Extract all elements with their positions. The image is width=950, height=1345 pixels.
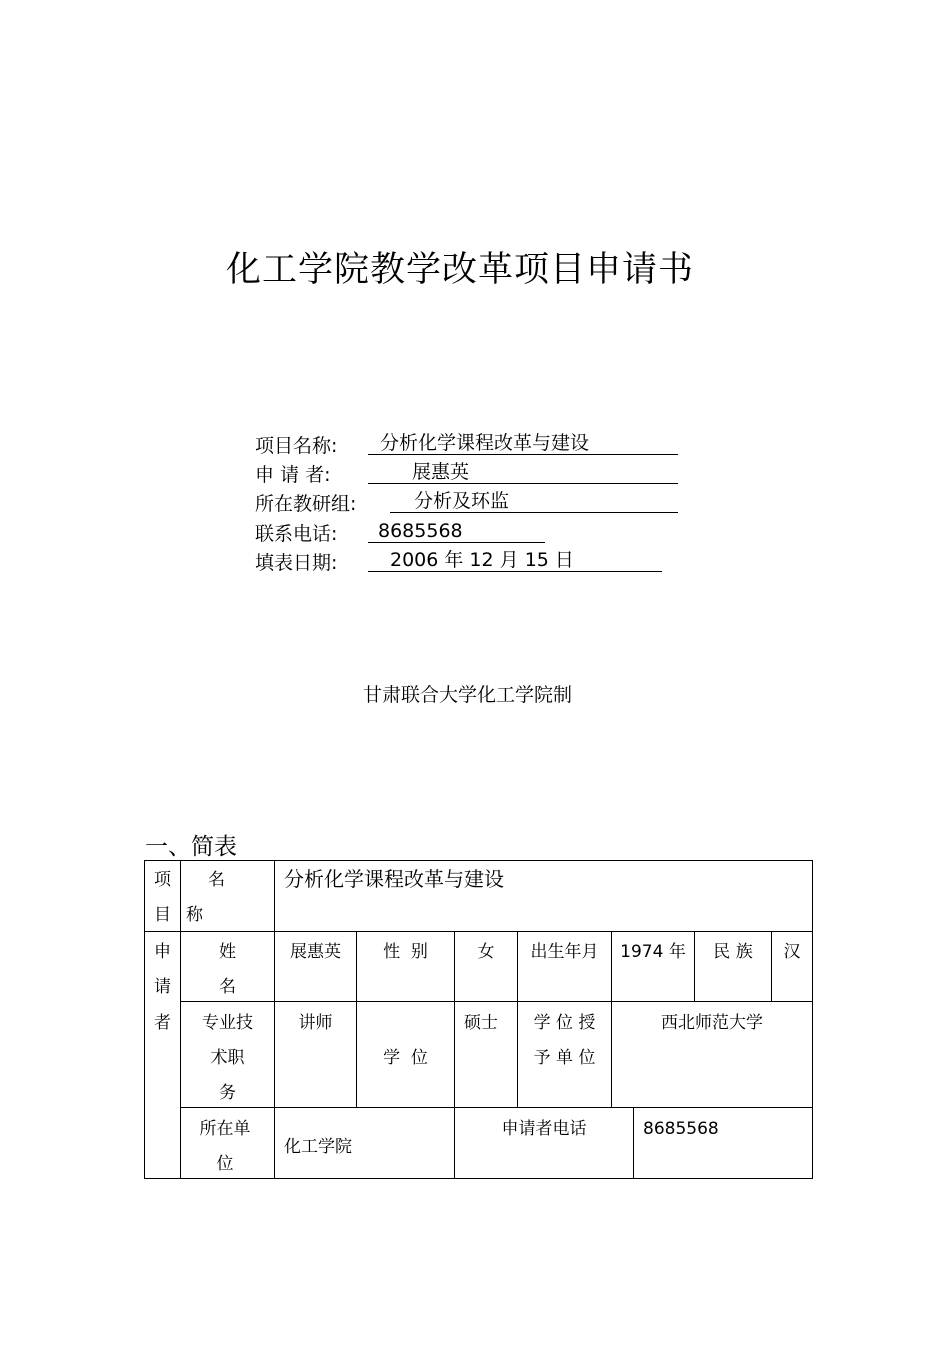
degree-unit-label-1: 学 位 授 xyxy=(533,1013,596,1033)
applicant-label: 申 请 者: xyxy=(255,464,331,486)
title-label-2: 术职 xyxy=(210,1048,245,1068)
date-label: 填表日期: xyxy=(255,552,338,574)
applicant-char-3: 者 xyxy=(154,1013,171,1033)
degree-unit-value: 西北师范大学 xyxy=(661,1013,763,1033)
date-value: 2006 年 12 月 15 日 xyxy=(368,548,662,572)
applicant-value: 展惠英 xyxy=(368,460,678,484)
name-value: 展惠英 xyxy=(290,942,341,962)
applicant-phone-label: 申请者电话 xyxy=(501,1119,587,1139)
project-name-value: 分析化学课程改革与建设 xyxy=(368,431,678,455)
title-label-1: 专业技 xyxy=(202,1013,253,1033)
birth-value: 1974 年 xyxy=(620,942,686,962)
unit-label-2: 位 xyxy=(216,1154,234,1174)
applicant-phone-value: 8685568 xyxy=(643,1119,719,1139)
gender-value: 女 xyxy=(477,942,495,962)
name-label-1: 姓 xyxy=(219,942,236,962)
phone-label: 联系电话: xyxy=(255,523,338,545)
project-name-cell: 分析化学课程改革与建设 xyxy=(284,867,504,891)
degree-label: 学 位 xyxy=(383,1048,428,1068)
project-header-char-1: 项 xyxy=(154,870,171,890)
birth-label: 出生年月 xyxy=(530,942,599,962)
document-title: 化工学院教学改革项目申请书 xyxy=(225,250,694,290)
unit-label-1: 所在单 xyxy=(199,1119,251,1139)
unit-value: 化工学院 xyxy=(284,1137,352,1157)
name-header-char-2: 称 xyxy=(186,905,203,925)
applicant-char-2: 请 xyxy=(154,977,171,997)
group-label: 所在教研组: xyxy=(255,493,357,515)
organization: 甘肃联合大学化工学院制 xyxy=(362,684,572,706)
gender-label: 性 别 xyxy=(383,942,428,962)
name-label-2: 名 xyxy=(219,977,236,997)
applicant-char-1: 申 xyxy=(154,942,171,962)
section-title: 一、简表 xyxy=(145,834,237,860)
project-header-char-2: 目 xyxy=(154,905,171,925)
title-label-3: 务 xyxy=(219,1083,236,1103)
degree-value: 硕士 xyxy=(464,1013,498,1033)
phone-value: 8685568 xyxy=(368,519,545,543)
project-name-label: 项目名称: xyxy=(255,435,338,457)
title-value: 讲师 xyxy=(298,1013,333,1033)
degree-unit-label-2: 予 单 位 xyxy=(533,1048,596,1068)
group-value: 分析及环监 xyxy=(390,489,678,513)
ethnicity-label: 民 族 xyxy=(713,942,753,962)
ethnicity-value: 汉 xyxy=(783,942,801,962)
name-header-char-1: 名 xyxy=(208,870,225,890)
